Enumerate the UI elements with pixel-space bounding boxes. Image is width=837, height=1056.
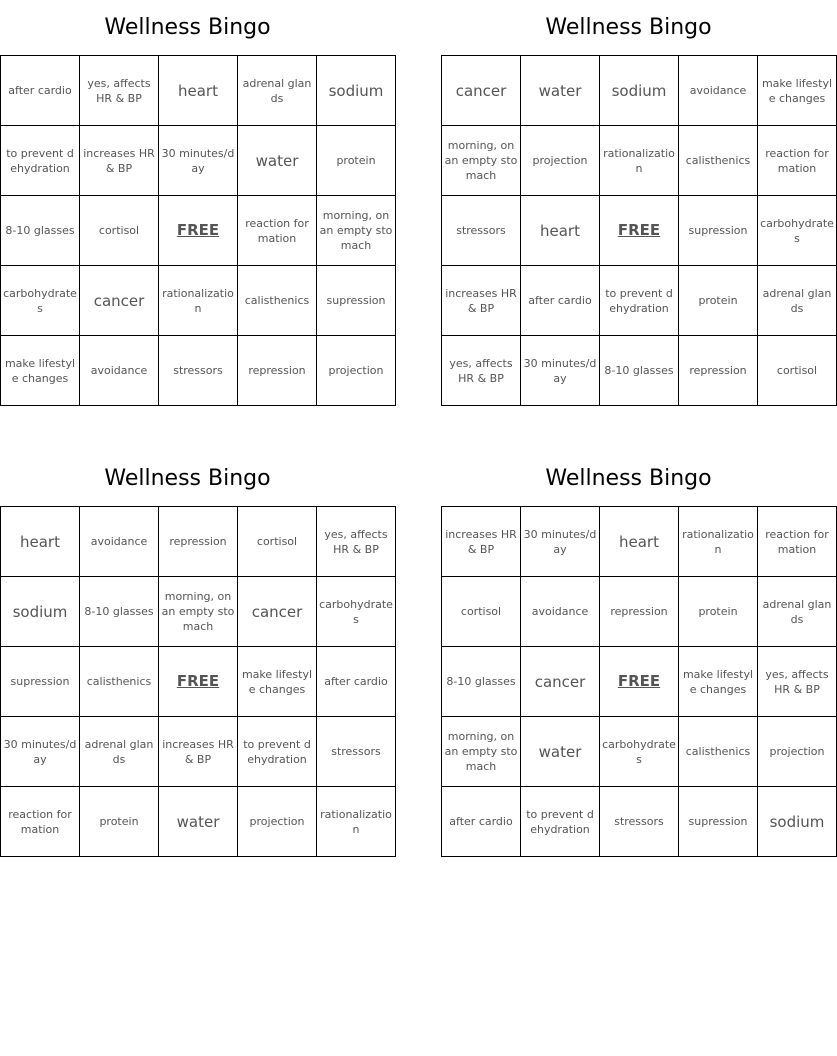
bingo-row	[442, 647, 837, 717]
bingo-cell: supression	[679, 787, 758, 857]
bingo-cell: increases HR & BP	[442, 507, 521, 577]
bingo-cell: reaction formation	[758, 507, 837, 577]
bingo-cell: projection	[317, 336, 396, 406]
bingo-cell: 8-10 glasses	[442, 647, 521, 717]
bingo-row	[442, 787, 837, 857]
bingo-cell: morning, on an empty stomach	[442, 717, 521, 787]
bingo-cell: increases HR & BP	[442, 266, 521, 336]
bingo-card-3	[0, 451, 393, 857]
bingo-row	[1, 336, 396, 406]
bingo-cell: reaction formation	[1, 787, 80, 857]
bingo-row	[1, 507, 396, 577]
bingo-cell: carbohydrates	[758, 196, 837, 266]
bingo-cell: avoidance	[80, 336, 159, 406]
bingo-cell: water	[238, 126, 317, 196]
bingo-cell: cancer	[238, 577, 317, 647]
bingo-row	[1, 126, 396, 196]
bingo-cell: heart	[600, 507, 679, 577]
bingo-cell: rationalization	[679, 507, 758, 577]
bingo-cell: 8-10 glasses	[1, 196, 80, 266]
bingo-cell: stressors	[317, 717, 396, 787]
bingo-cell: rationalization	[600, 126, 679, 196]
bingo-cell: cancer	[80, 266, 159, 336]
bingo-cell: make lifestyle changes	[238, 647, 317, 717]
bingo-cell: morning, on an empty stomach	[442, 126, 521, 196]
bingo-row	[442, 577, 837, 647]
bingo-row	[1, 56, 396, 126]
bingo-cell: sodium	[758, 787, 837, 857]
bingo-cell: morning, on an empty stomach	[159, 577, 238, 647]
bingo-cell: projection	[758, 717, 837, 787]
bingo-cell: after cardio	[442, 787, 521, 857]
bingo-cell: stressors	[442, 196, 521, 266]
bingo-cell: supression	[679, 196, 758, 266]
bingo-cell: increases HR & BP	[159, 717, 238, 787]
bingo-row	[1, 266, 396, 336]
bingo-cell: carbohydrates	[600, 717, 679, 787]
bingo-cell: adrenal glands	[758, 266, 837, 336]
bingo-cell: carbohydrates	[1, 266, 80, 336]
bingo-cell: to prevent dehydration	[238, 717, 317, 787]
bingo-cell: projection	[238, 787, 317, 857]
bingo-row	[1, 647, 396, 717]
bingo-cell: calisthenics	[679, 717, 758, 787]
bingo-cell: carbohydrates	[317, 577, 396, 647]
bingo-cell: make lifestyle changes	[679, 647, 758, 717]
bingo-cell: increases HR & BP	[80, 126, 159, 196]
card-title: Wellness Bingo	[545, 466, 712, 491]
bingo-row	[442, 717, 837, 787]
bingo-cell: cancer	[521, 647, 600, 717]
bingo-cell: repression	[238, 336, 317, 406]
bingo-cell: 30 minutes/day	[1, 717, 80, 787]
bingo-cell: cortisol	[442, 577, 521, 647]
bingo-cell: avoidance	[80, 507, 159, 577]
free-space-cell: FREE	[600, 647, 679, 717]
bingo-card-1	[0, 0, 393, 406]
bingo-cell: 8-10 glasses	[600, 336, 679, 406]
bingo-cell: rationalization	[317, 787, 396, 857]
bingo-card-4	[441, 451, 832, 857]
bingo-cell: to prevent dehydration	[1, 126, 80, 196]
bingo-cell: sodium	[317, 56, 396, 126]
bingo-cell: supression	[317, 266, 396, 336]
bingo-cell: heart	[1, 507, 80, 577]
free-space-cell: FREE	[159, 196, 238, 266]
bingo-cell: projection	[521, 126, 600, 196]
bingo-row	[1, 577, 396, 647]
bingo-cell: stressors	[159, 336, 238, 406]
bingo-grid	[0, 506, 396, 857]
bingo-cell: yes, affects HR & BP	[317, 507, 396, 577]
bingo-cell: reaction formation	[758, 126, 837, 196]
bingo-cell: protein	[679, 266, 758, 336]
bingo-cell: water	[521, 56, 600, 126]
bingo-cell: sodium	[600, 56, 679, 126]
bingo-cell: cancer	[442, 56, 521, 126]
bingo-row	[1, 196, 396, 266]
bingo-cell: cortisol	[758, 336, 837, 406]
bingo-cell: water	[521, 717, 600, 787]
bingo-grid	[0, 55, 396, 406]
bingo-row	[1, 717, 396, 787]
bingo-cell: calisthenics	[80, 647, 159, 717]
card-title: Wellness Bingo	[104, 15, 271, 40]
bingo-row	[442, 336, 837, 406]
bingo-row	[1, 787, 396, 857]
bingo-row	[442, 266, 837, 336]
bingo-cell: after cardio	[317, 647, 396, 717]
bingo-grid	[441, 506, 837, 857]
bingo-row	[442, 507, 837, 577]
free-space-cell: FREE	[600, 196, 679, 266]
bingo-cell: repression	[159, 507, 238, 577]
bingo-cell: 30 minutes/day	[159, 126, 238, 196]
bingo-cell: water	[159, 787, 238, 857]
bingo-cell: heart	[521, 196, 600, 266]
bingo-cell: protein	[80, 787, 159, 857]
bingo-cell: protein	[317, 126, 396, 196]
bingo-cell: after cardio	[521, 266, 600, 336]
bingo-cell: repression	[679, 336, 758, 406]
bingo-cell: repression	[600, 577, 679, 647]
bingo-cell: 30 minutes/day	[521, 507, 600, 577]
bingo-cell: calisthenics	[679, 126, 758, 196]
bingo-cell: calisthenics	[238, 266, 317, 336]
bingo-cell: to prevent dehydration	[521, 787, 600, 857]
bingo-row	[442, 196, 837, 266]
bingo-row	[442, 56, 837, 126]
bingo-cell: avoidance	[521, 577, 600, 647]
bingo-cell: 8-10 glasses	[80, 577, 159, 647]
bingo-cell: after cardio	[1, 56, 80, 126]
bingo-cell: adrenal glands	[238, 56, 317, 126]
bingo-cell: make lifestyle changes	[1, 336, 80, 406]
bingo-cell: protein	[679, 577, 758, 647]
card-title: Wellness Bingo	[545, 15, 712, 40]
bingo-card-2	[441, 0, 834, 406]
bingo-cell: heart	[159, 56, 238, 126]
card-title: Wellness Bingo	[104, 466, 271, 491]
bingo-cell: sodium	[1, 577, 80, 647]
bingo-cell: morning, on an empty stomach	[317, 196, 396, 266]
bingo-cell: yes, affects HR & BP	[758, 647, 837, 717]
bingo-cell: supression	[1, 647, 80, 717]
bingo-cell: to prevent dehydration	[600, 266, 679, 336]
bingo-cell: 30 minutes/day	[521, 336, 600, 406]
bingo-grid	[441, 55, 837, 406]
bingo-row	[442, 126, 837, 196]
bingo-cell: adrenal glands	[80, 717, 159, 787]
bingo-cell: adrenal glands	[758, 577, 837, 647]
bingo-cell: cortisol	[238, 507, 317, 577]
bingo-cell: make lifestyle changes	[758, 56, 837, 126]
bingo-cell: rationalization	[159, 266, 238, 336]
bingo-cell: cortisol	[80, 196, 159, 266]
free-space-cell: FREE	[159, 647, 238, 717]
bingo-cell: reaction formation	[238, 196, 317, 266]
bingo-cell: stressors	[600, 787, 679, 857]
bingo-cell: avoidance	[679, 56, 758, 126]
bingo-cell: yes, affects HR & BP	[442, 336, 521, 406]
bingo-cell: yes, affects HR & BP	[80, 56, 159, 126]
